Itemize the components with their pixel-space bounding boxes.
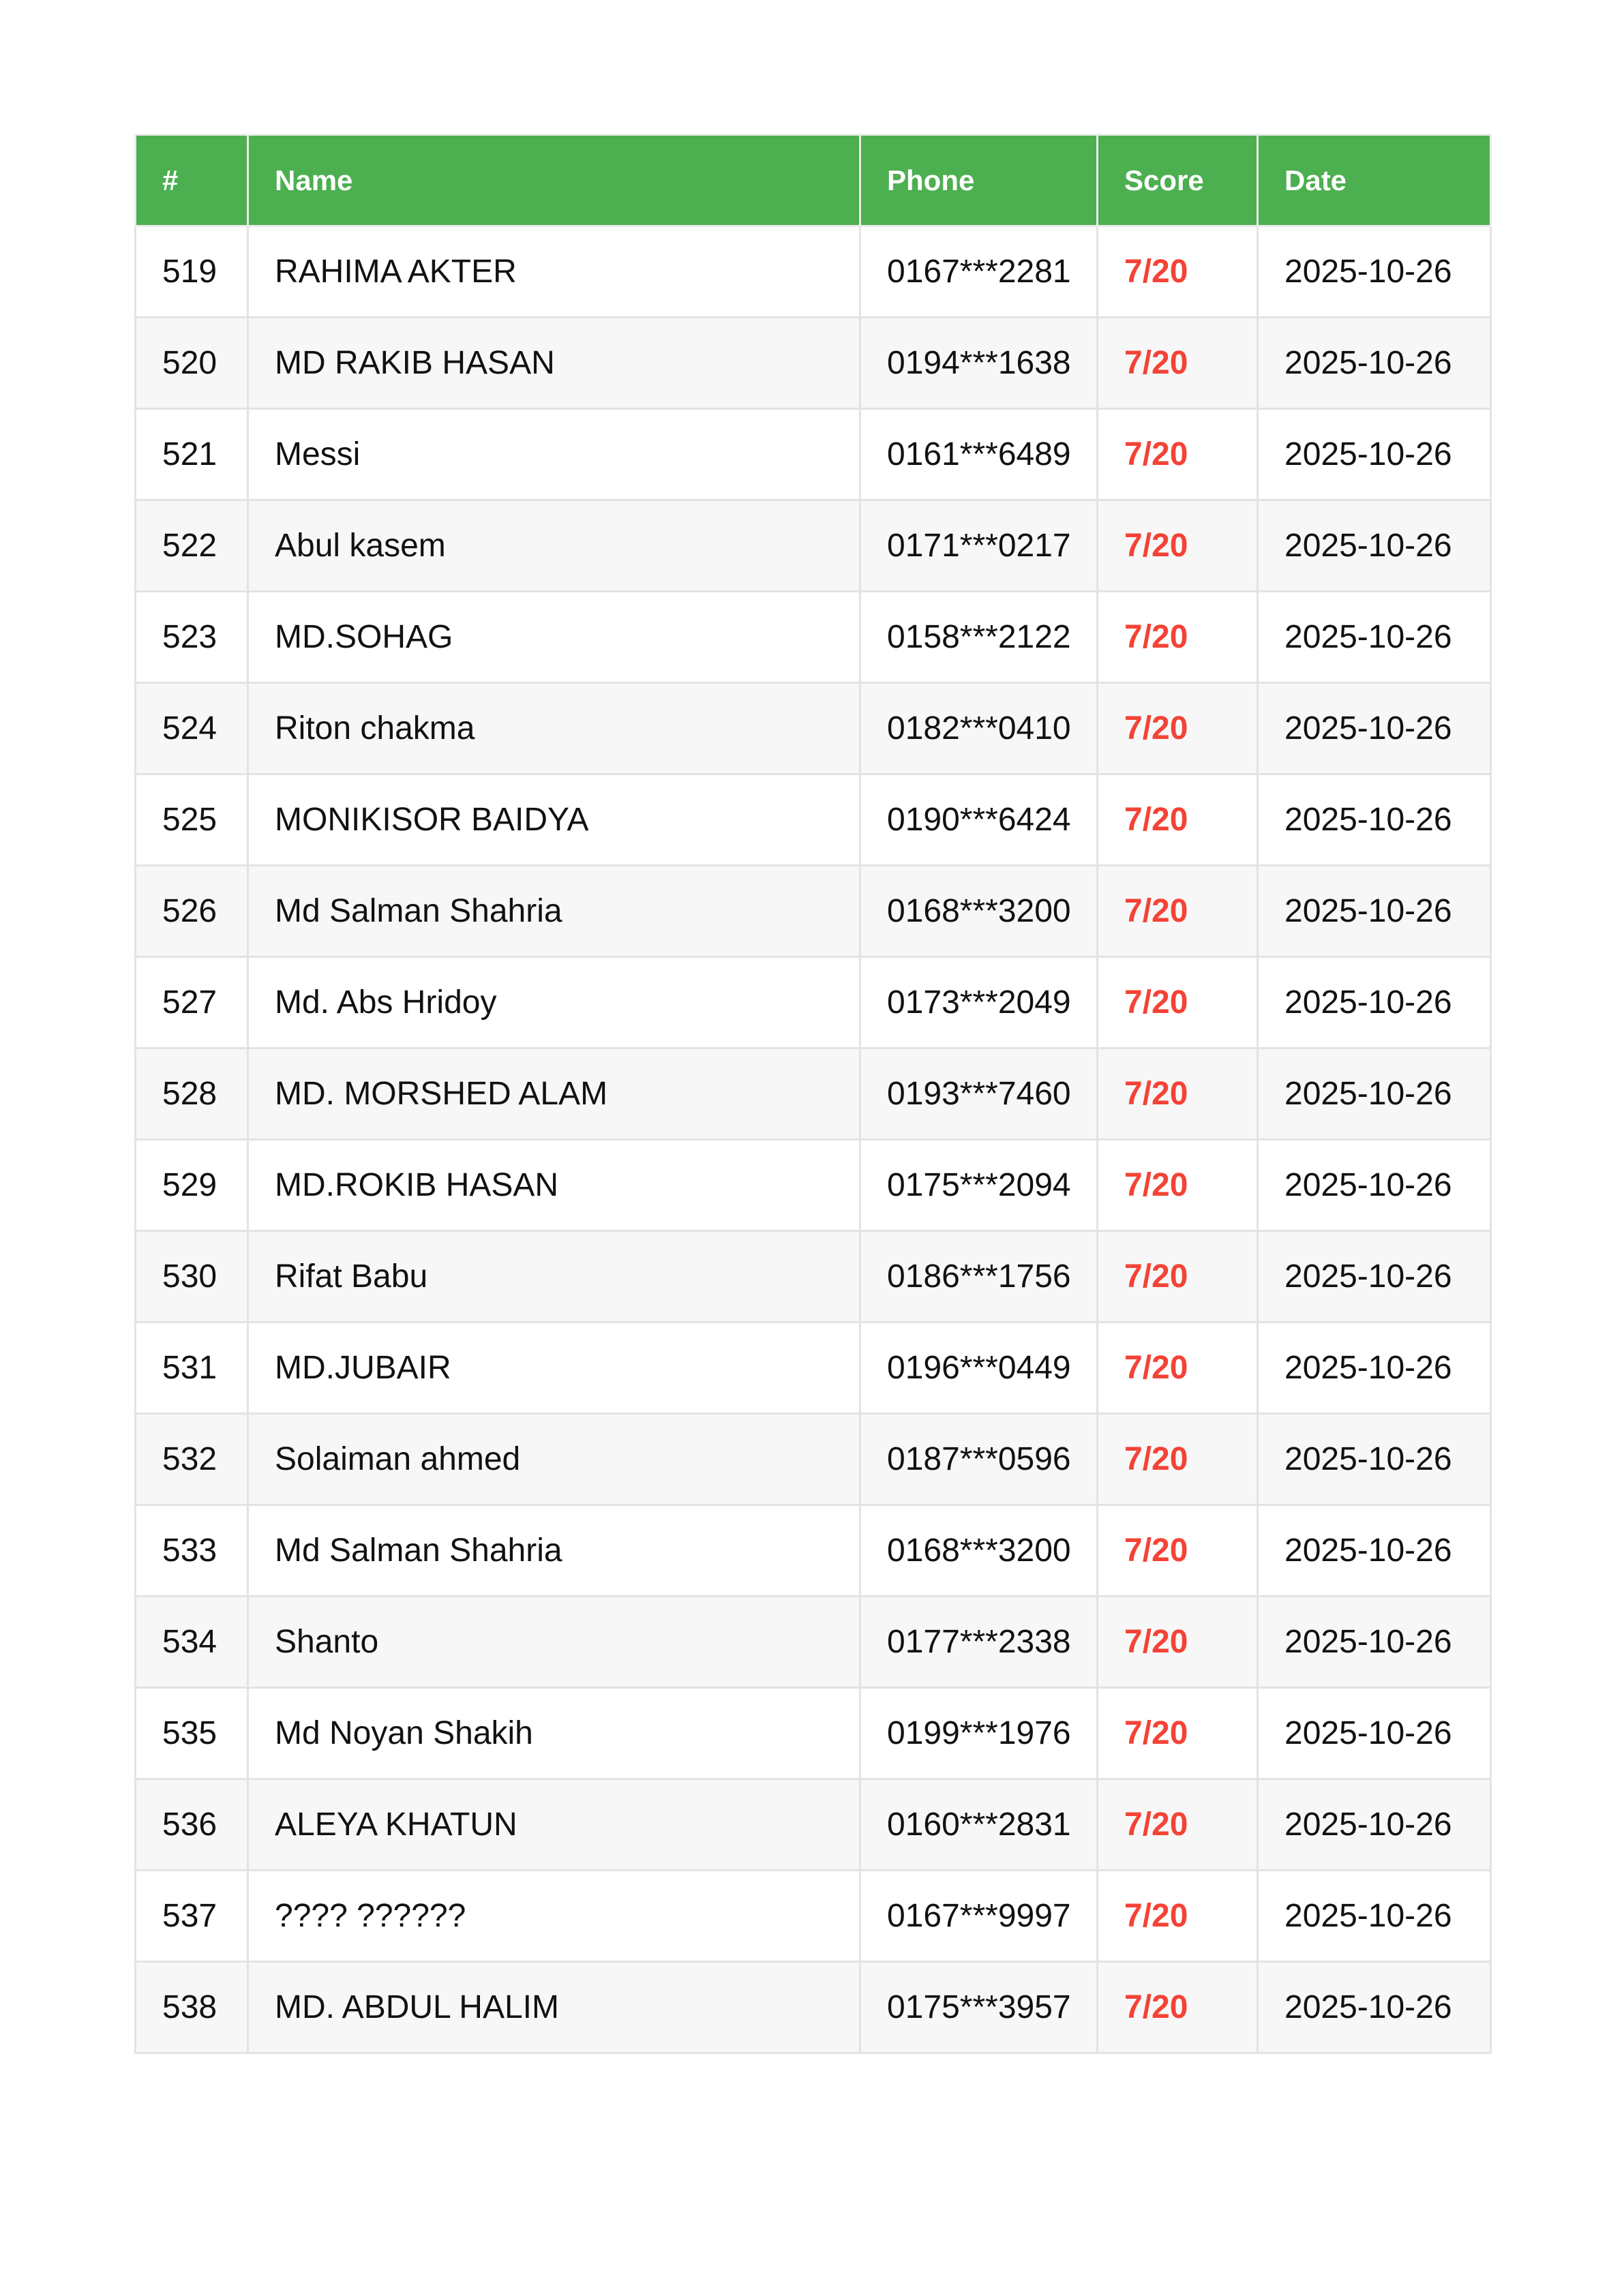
- table-row: [136, 957, 1491, 1048]
- header-row: [136, 135, 1491, 226]
- cell-date: 2025-10-26: [1258, 500, 1491, 592]
- cell-score: 7/20: [1098, 592, 1258, 683]
- cell-name: MD.SOHAG: [248, 592, 860, 683]
- table-row: [136, 409, 1491, 500]
- cell-index: 520: [136, 318, 248, 409]
- cell-date: 2025-10-26: [1258, 1688, 1491, 1779]
- table-row: [136, 1414, 1491, 1505]
- cell-score: 7/20: [1098, 1505, 1258, 1597]
- cell-name: Md. Abs Hridoy: [248, 957, 860, 1048]
- table-row: [136, 1505, 1491, 1597]
- table-row: [136, 318, 1491, 409]
- cell-date: 2025-10-26: [1258, 957, 1491, 1048]
- cell-index: 531: [136, 1323, 248, 1414]
- cell-index: 536: [136, 1779, 248, 1871]
- cell-phone: 0168***3200: [860, 866, 1098, 957]
- cell-date: 2025-10-26: [1258, 1323, 1491, 1414]
- cell-score: 7/20: [1098, 318, 1258, 409]
- table-row: [136, 774, 1491, 866]
- cell-date: 2025-10-26: [1258, 1962, 1491, 2053]
- table-row: [136, 683, 1491, 774]
- cell-phone: 0182***0410: [860, 683, 1098, 774]
- cell-date: 2025-10-26: [1258, 226, 1491, 318]
- cell-name: Riton chakma: [248, 683, 860, 774]
- cell-name: MONIKISOR BAIDYA: [248, 774, 860, 866]
- cell-score: 7/20: [1098, 1048, 1258, 1140]
- cell-name: Md Noyan Shakih: [248, 1688, 860, 1779]
- cell-phone: 0158***2122: [860, 592, 1098, 683]
- cell-score: 7/20: [1098, 1231, 1258, 1323]
- cell-score: 7/20: [1098, 409, 1258, 500]
- cell-name: MD.JUBAIR: [248, 1323, 860, 1414]
- cell-score: 7/20: [1098, 957, 1258, 1048]
- table-row: [136, 866, 1491, 957]
- results-table: [134, 134, 1492, 2054]
- cell-date: 2025-10-26: [1258, 1597, 1491, 1688]
- cell-index: 537: [136, 1871, 248, 1962]
- cell-phone: 0199***1976: [860, 1688, 1098, 1779]
- cell-score: 7/20: [1098, 866, 1258, 957]
- cell-index: 534: [136, 1597, 248, 1688]
- cell-index: 521: [136, 409, 248, 500]
- cell-phone: 0167***9997: [860, 1871, 1098, 1962]
- cell-index: 538: [136, 1962, 248, 2053]
- cell-score: 7/20: [1098, 1323, 1258, 1414]
- cell-name: Shanto: [248, 1597, 860, 1688]
- cell-score: 7/20: [1098, 1962, 1258, 2053]
- table-row: [136, 1871, 1491, 1962]
- cell-score: 7/20: [1098, 1597, 1258, 1688]
- cell-date: 2025-10-26: [1258, 1048, 1491, 1140]
- cell-index: 535: [136, 1688, 248, 1779]
- cell-index: 529: [136, 1140, 248, 1231]
- table-row: [136, 1597, 1491, 1688]
- cell-phone: 0160***2831: [860, 1779, 1098, 1871]
- cell-index: 526: [136, 866, 248, 957]
- cell-index: 524: [136, 683, 248, 774]
- cell-date: 2025-10-26: [1258, 592, 1491, 683]
- cell-name: ???? ??????: [248, 1871, 860, 1962]
- cell-phone: 0171***0217: [860, 500, 1098, 592]
- cell-name: MD. ABDUL HALIM: [248, 1962, 860, 2053]
- table-row: [136, 592, 1491, 683]
- cell-index: 523: [136, 592, 248, 683]
- cell-name: Md Salman Shahria: [248, 1505, 860, 1597]
- cell-index: 530: [136, 1231, 248, 1323]
- cell-score: 7/20: [1098, 1779, 1258, 1871]
- cell-name: Md Salman Shahria: [248, 866, 860, 957]
- cell-score: 7/20: [1098, 226, 1258, 318]
- cell-name: MD.ROKIB HASAN: [248, 1140, 860, 1231]
- cell-score: 7/20: [1098, 500, 1258, 592]
- header-cell-score: Score: [1098, 135, 1258, 226]
- table-row: [136, 1779, 1491, 1871]
- cell-score: 7/20: [1098, 1140, 1258, 1231]
- table-row: [136, 1231, 1491, 1323]
- cell-date: 2025-10-26: [1258, 1414, 1491, 1505]
- cell-score: 7/20: [1098, 774, 1258, 866]
- cell-index: 525: [136, 774, 248, 866]
- cell-date: 2025-10-26: [1258, 1231, 1491, 1323]
- cell-name: Abul kasem: [248, 500, 860, 592]
- cell-name: ALEYA KHATUN: [248, 1779, 860, 1871]
- cell-score: 7/20: [1098, 683, 1258, 774]
- table-header: [136, 135, 1491, 226]
- cell-date: 2025-10-26: [1258, 1779, 1491, 1871]
- cell-name: Solaiman ahmed: [248, 1414, 860, 1505]
- cell-name: Rifat Babu: [248, 1231, 860, 1323]
- cell-date: 2025-10-26: [1258, 866, 1491, 957]
- cell-score: 7/20: [1098, 1414, 1258, 1505]
- cell-date: 2025-10-26: [1258, 683, 1491, 774]
- cell-phone: 0168***3200: [860, 1505, 1098, 1597]
- cell-date: 2025-10-26: [1258, 1505, 1491, 1597]
- cell-index: 532: [136, 1414, 248, 1505]
- cell-index: 519: [136, 226, 248, 318]
- cell-date: 2025-10-26: [1258, 1140, 1491, 1231]
- cell-phone: 0173***2049: [860, 957, 1098, 1048]
- header-cell-index: #: [136, 135, 248, 226]
- cell-index: 533: [136, 1505, 248, 1597]
- table-row: [136, 1140, 1491, 1231]
- cell-phone: 0196***0449: [860, 1323, 1098, 1414]
- cell-phone: 0175***2094: [860, 1140, 1098, 1231]
- cell-phone: 0177***2338: [860, 1597, 1098, 1688]
- table-row: [136, 500, 1491, 592]
- cell-index: 528: [136, 1048, 248, 1140]
- cell-score: 7/20: [1098, 1871, 1258, 1962]
- table-row: [136, 1048, 1491, 1140]
- table-body: [136, 226, 1491, 2053]
- cell-score: 7/20: [1098, 1688, 1258, 1779]
- cell-phone: 0187***0596: [860, 1414, 1098, 1505]
- cell-index: 522: [136, 500, 248, 592]
- cell-phone: 0190***6424: [860, 774, 1098, 866]
- header-cell-phone: Phone: [860, 135, 1098, 226]
- header-cell-date: Date: [1258, 135, 1491, 226]
- cell-name: MD. MORSHED ALAM: [248, 1048, 860, 1140]
- cell-date: 2025-10-26: [1258, 318, 1491, 409]
- cell-index: 527: [136, 957, 248, 1048]
- cell-phone: 0175***3957: [860, 1962, 1098, 2053]
- cell-phone: 0161***6489: [860, 409, 1098, 500]
- table-row: [136, 226, 1491, 318]
- cell-date: 2025-10-26: [1258, 774, 1491, 866]
- cell-name: Messi: [248, 409, 860, 500]
- cell-phone: 0194***1638: [860, 318, 1098, 409]
- cell-name: RAHIMA AKTER: [248, 226, 860, 318]
- cell-phone: 0193***7460: [860, 1048, 1098, 1140]
- cell-phone: 0167***2281: [860, 226, 1098, 318]
- table-row: [136, 1688, 1491, 1779]
- cell-name: MD RAKIB HASAN: [248, 318, 860, 409]
- results-table-container: [134, 134, 1490, 2054]
- cell-phone: 0186***1756: [860, 1231, 1098, 1323]
- table-row: [136, 1323, 1491, 1414]
- table-row: [136, 1962, 1491, 2053]
- cell-date: 2025-10-26: [1258, 409, 1491, 500]
- header-cell-name: Name: [248, 135, 860, 226]
- cell-date: 2025-10-26: [1258, 1871, 1491, 1962]
